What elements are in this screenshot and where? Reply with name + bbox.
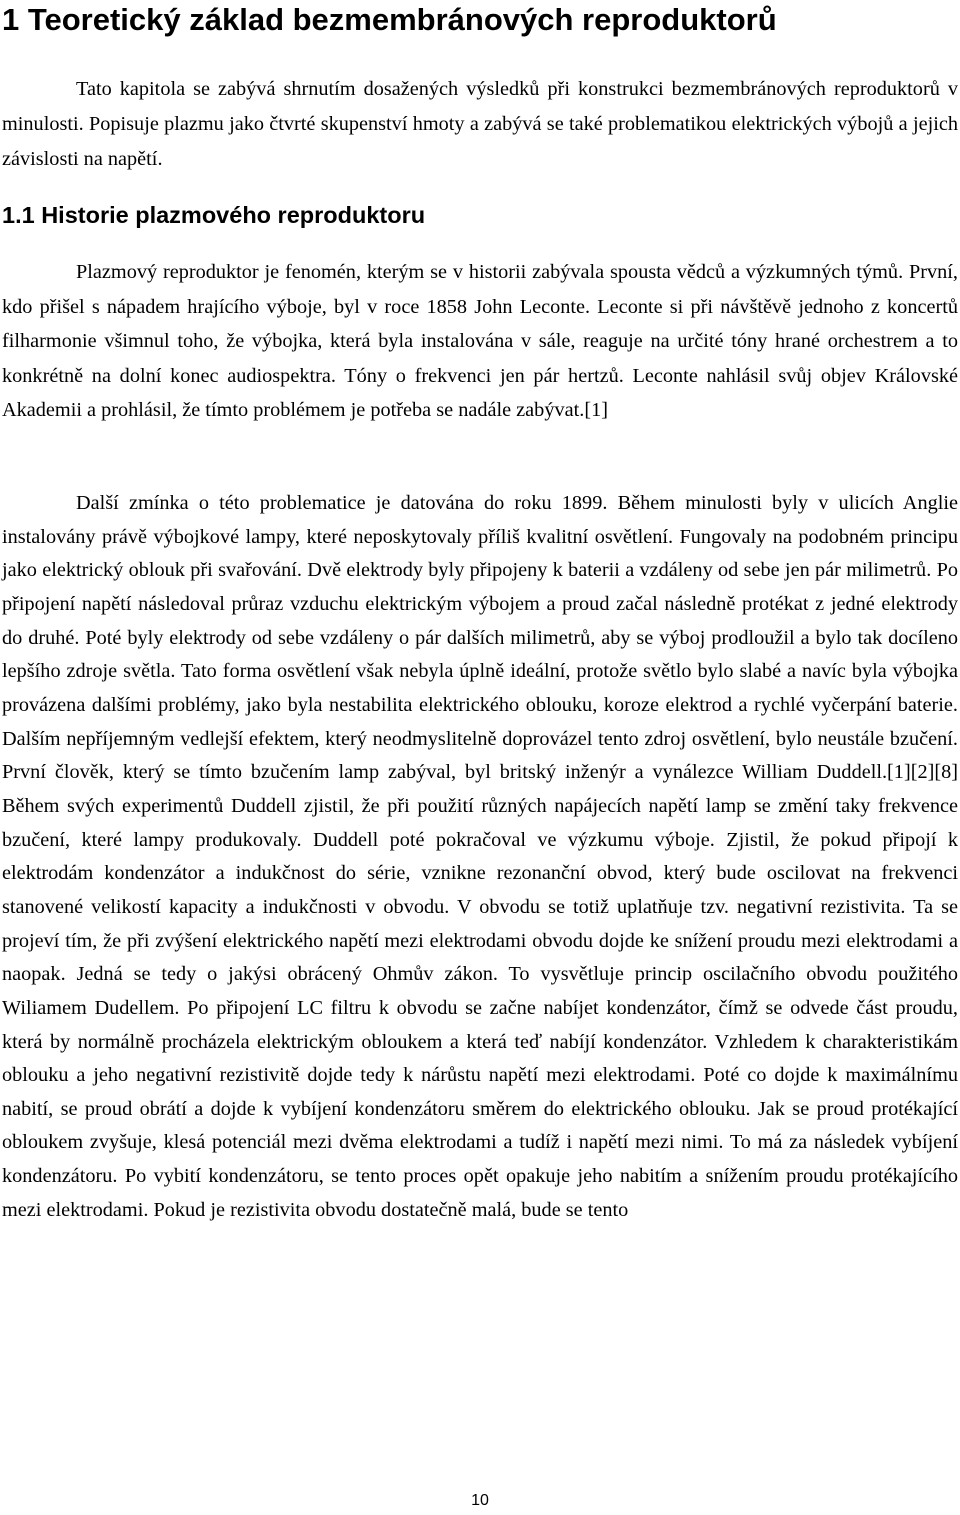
chapter-heading: 1 Teoretický základ bezmembránových reproduktorů [2, 2, 777, 37]
body-paragraph: Další zmínka o této problematice je datována do roku 1899. Během minulosti byly v ulicích Anglie instalovány právě výbojkové lampy, které neposkytovaly příliš kvalitní osvětlení. Fungovaly na podobném principu jako elektrický oblouk při svařování. Dvě elektrody byly připojeny k baterii a vzdáleny od sebe jen pár milimetrů. Po připojení napětí následoval průraz vzduchu elektrickým výbojem a proud začal následně protékat z jedné elektrody do druhé. Poté byly elektrody od sebe vzdáleny o pár dalších milimetrů, aby se výboj prodloužil a bylo tak docíleno lepšího zdroje světla. Tato forma osvětlení však nebyla úplně ideální, protože světlo bylo slabé a navíc byla výbojka provázena dalšími problémy, jako byla nestabilita elektrického oblouku, koroze elektrod a rychlé vyčerpání baterie. Dalším nepříjemným vedlejší efektem, který neodmyslitelně doprovázel tento zdroj osvětlení, bylo neustále bzučení. První člověk, který se tímto bzučením lamp zabýval, byl britský inženýr a vynálezce William Duddell.[1][2][8] Během svých experimentů Duddell zjistil, že při použití různých napájecích napětí lamp se změní taky frekvence bzučení, které lampy produkovaly. Duddell poté pokračoval ve výzkumu výboje. Zjistil, že pokud připojí k elektrodám kondenzátor a indukčnost do série, vznikne rezonanční obvod, který bude oscilovat na frekvenci stanovené velikostí kapacity a indukčnosti v obvodu. V obvodu se totiž uplatňuje tzv. negativní rezistivita. Ta se projeví tím, že při zvýšení elektrického napětí mezi elektrodami obvodu dojde ke snížení proudu mezi elektrodami a naopak. Jedná se tedy o jakýsi obrácený Ohmův zákon. To vysvětluje princip oscilačního obvodu použitého Wiliamem Dudellem. Po připojení LC filtru k obvodu se začne nabíjet kondenzátor, čímž se odvede část proudu, která by normálně procházela elektrickým obloukem a která teď nabíjí kondenzátor. Vzhledem k charakteristikám oblouku a jeho negativní rezistivitě dojde tedy k nárůstu napětí mezi elektrodami. Poté co dojde k maximálnímu nabití, se proud obrátí a dojde k vybíjení kondenzátoru směrem do elektrického oblouku. Jak se proud protékající obloukem zvyšuje, klesá potenciál mezi dvěma elektrodami a tudíž i napětí mezi nimi. To má za následek vybíjení kondenzátoru. Po vybití kondenzátoru, se tento proces opět opakuje jeho nabitím a snížením proudu protékajícího mezi elektrodami. Pokud je rezistivita obvodu dostatečně malá, bude se tento [2, 492, 958, 1221]
page-number: 10 [471, 1492, 489, 1509]
body-paragraph: Plazmový reproduktor je fenomén, kterým se v historii zabývala spousta vědců a výzkumných týmů. První, kdo přišel s nápadem hrajícího výboje, byl v roce 1858 John Leconte. Leconte si při návštěvě jednoho z koncertů filharmonie všimnul toho, že výbojka, která byla instalována v sále, reaguje na určité tóny hrané orchestrem a to konkrétně na dolní konec audiospektra. Tóny o frekvenci jen pár hertzů. Leconte nahlásil svůj objev Královské Akademii a prohlásil, že tímto problémem je potřeba se nadále zabývat.[1] [2, 261, 958, 421]
intro-paragraph: Tato kapitola se zabývá shrnutím dosažených výsledků při konstrukci bezmembránových reproduktorů v minulosti. Popisuje plazmu jako čtvrté skupenství hmoty a zabývá se také problematikou elektrických výbojů a jejich závislosti na napětí. [2, 78, 958, 170]
section-heading: 1.1 Historie plazmového reproduktoru [2, 202, 426, 228]
